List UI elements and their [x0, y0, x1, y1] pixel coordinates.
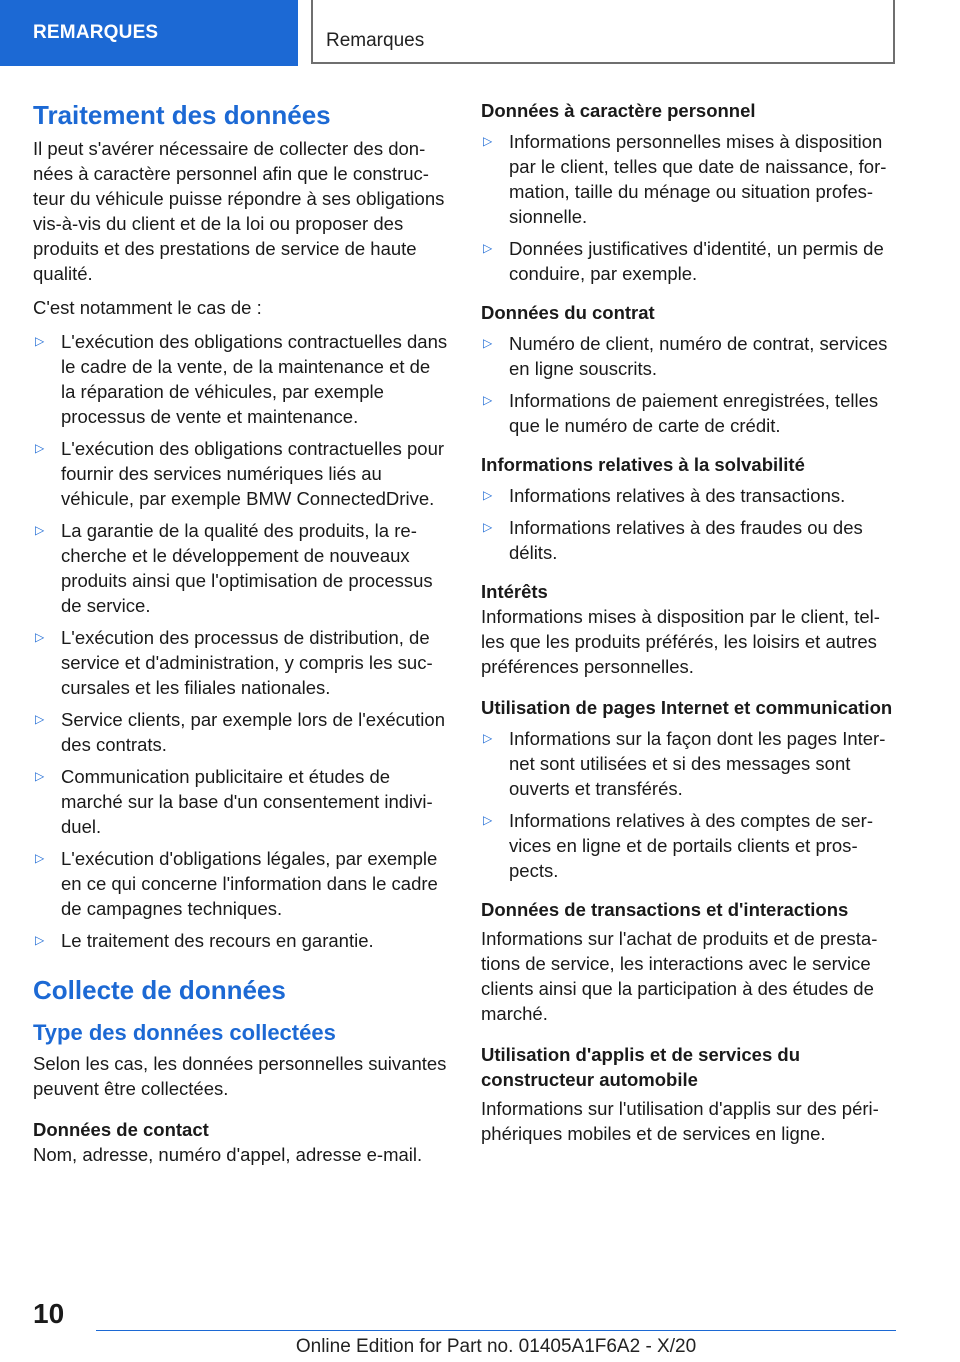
list-item — [33, 707, 449, 757]
lead-paragraph: C'est notamment le cas de : — [33, 297, 262, 318]
list-item-text: Informations relatives à des fraudes ou des délits. — [509, 517, 863, 563]
contract-list — [481, 331, 897, 438]
transactions-title: Données de transactions et d'interactions — [481, 899, 849, 920]
contact-text: Nom, adresse, numéro d'appel, adresse e-mail. — [33, 1144, 423, 1165]
triangle-bullet-icon: ▷ — [483, 488, 493, 502]
list-item-text: L'exécution des obligations contractuelles dans le cadre de la vente, de la maintenance et de la réparation de véhicules, par exemple processus de vente et maintenance. — [61, 331, 448, 427]
apps-text: Informations sur l'utilisation d'applis sur des périphériques mobiles et de services en ligne. — [481, 1098, 879, 1144]
list-item — [33, 846, 449, 921]
list-item — [33, 928, 449, 953]
list-item — [481, 388, 897, 438]
personal-title: Données à caractère personnel — [481, 100, 756, 121]
list-item — [481, 236, 897, 286]
list-item-text: L'exécution d'obligations légales, par exemple en ce qui concerne l'information dans le cadre de campagnes techniques. — [61, 848, 438, 919]
contract-title: Données du contrat — [481, 302, 655, 323]
list-item-text: Informations relatives à des comptes de services en ligne et de portails clients et prospects. — [509, 810, 874, 881]
list-item-text: Communication publicitaire et études de marché sur la base d'un consentement individuel. — [61, 766, 433, 837]
triangle-bullet-icon: ▷ — [35, 851, 45, 865]
apps-title: Utilisation d'applis et de services du constructeur automobile — [481, 1044, 800, 1090]
page-header — [0, 0, 960, 66]
triangle-bullet-icon: ▷ — [35, 933, 45, 947]
header-title: Remarques — [326, 30, 425, 51]
solvency-title: Informations relatives à la solvabilité — [481, 454, 805, 475]
apps-block — [481, 1042, 897, 1146]
footer-rule — [96, 1330, 896, 1331]
list-item — [481, 129, 897, 229]
interest-title: Intérêts — [481, 581, 548, 602]
list-item-text: Service clients, par exemple lors de l'exécution des contrats. — [61, 709, 445, 755]
heading-traitement: Traitement des données — [33, 100, 331, 130]
web-list — [481, 726, 897, 883]
triangle-bullet-icon: ▷ — [35, 523, 45, 537]
triangle-bullet-icon: ▷ — [35, 769, 45, 783]
web-title: Utilisation de pages Internet et communication — [481, 697, 893, 718]
personal-list — [481, 129, 897, 286]
list-item — [481, 515, 897, 565]
contact-title: Données de contact — [33, 1119, 209, 1140]
list-item-text: Informations sur la façon dont les pages Internet sont utilisées et si des messages sont ouverts et transférés. — [509, 728, 886, 799]
list-item-text: Informations relatives à des transactions. — [509, 485, 846, 506]
list-item — [481, 726, 897, 801]
list-item-text: Numéro de client, numéro de contrat, services en ligne souscrits. — [509, 333, 888, 379]
triangle-bullet-icon: ▷ — [483, 731, 493, 745]
list-item-text: Données justificatives d'identité, un permis de conduire, par exemple. — [509, 238, 884, 284]
list-item-text: Le traitement des recours en garantie. — [61, 930, 374, 951]
list-item — [33, 625, 449, 700]
intro-paragraph: Il peut s'avérer nécessaire de collecter des données à caractère personnel afin que le constructeur du véhicule puisse répondre à ses obligations vis-à-vis du client et de la loi ou proposer des produits et des prestations de service de haute qualité. — [33, 138, 445, 284]
triangle-bullet-icon: ▷ — [35, 712, 45, 726]
right-column — [481, 98, 897, 1156]
triangle-bullet-icon: ▷ — [483, 336, 493, 350]
triangle-bullet-icon: ▷ — [35, 441, 45, 455]
collect-intro: Selon les cas, les données personnelles suivantes peuvent être collectées. — [33, 1053, 447, 1099]
list-item-text: La garantie de la qualité des produits, la recherche et le développement de nouveaux produits ainsi que l'optimisation de processus de service. — [61, 520, 433, 616]
contact-block — [33, 1117, 449, 1167]
triangle-bullet-icon: ▷ — [483, 813, 493, 827]
interest-text: Informations mises à disposition par le client, telles que les produits préférés, les loisirs et autres préférences personnelles. — [481, 606, 880, 677]
list-item — [481, 808, 897, 883]
list-item — [481, 331, 897, 381]
footer-edition: Online Edition for Part no. 01405A1F6A2 - X/20 — [295, 1336, 697, 1357]
transactions-text: Informations sur l'achat de produits et de prestations de service, les interactions avec le service clients ainsi que la participation à des études de marché. — [481, 928, 878, 1024]
triangle-bullet-icon: ▷ — [35, 334, 45, 348]
subheading-type: Type des données collectées — [33, 1020, 336, 1045]
list-item — [33, 329, 449, 429]
list-item-text: L'exécution des obligations contractuelles pour fournir des services numériques liés au véhicule, par exemple BMW ConnectedDrive. — [61, 438, 445, 509]
list-item — [33, 518, 449, 618]
triangle-bullet-icon: ▷ — [35, 630, 45, 644]
list-item — [33, 764, 449, 839]
triangle-bullet-icon: ▷ — [483, 134, 493, 148]
triangle-bullet-icon: ▷ — [483, 520, 493, 534]
list-item-text: Informations de paiement enregistrées, telles que le numéro de carte de crédit. — [509, 390, 879, 436]
purpose-list — [33, 329, 449, 953]
list-item — [481, 483, 897, 508]
page-number: 10 — [33, 1298, 65, 1329]
transactions-block — [481, 897, 897, 1026]
solvency-list — [481, 483, 897, 565]
left-column — [33, 98, 449, 1177]
list-item — [33, 436, 449, 511]
triangle-bullet-icon: ▷ — [483, 393, 493, 407]
list-item-text: L'exécution des processus de distribution, de service et d'administration, y compris les succursales et les filiales nationales. — [61, 627, 433, 698]
interest-block — [481, 579, 897, 679]
section-tab: REMARQUES — [0, 0, 298, 66]
triangle-bullet-icon: ▷ — [483, 241, 493, 255]
heading-collecte: Collecte de données — [33, 975, 286, 1005]
list-item-text: Informations personnelles mises à disposition par le client, telles que date de naissance, formation, taille du ménage ou situation professionnelle. — [509, 131, 887, 227]
